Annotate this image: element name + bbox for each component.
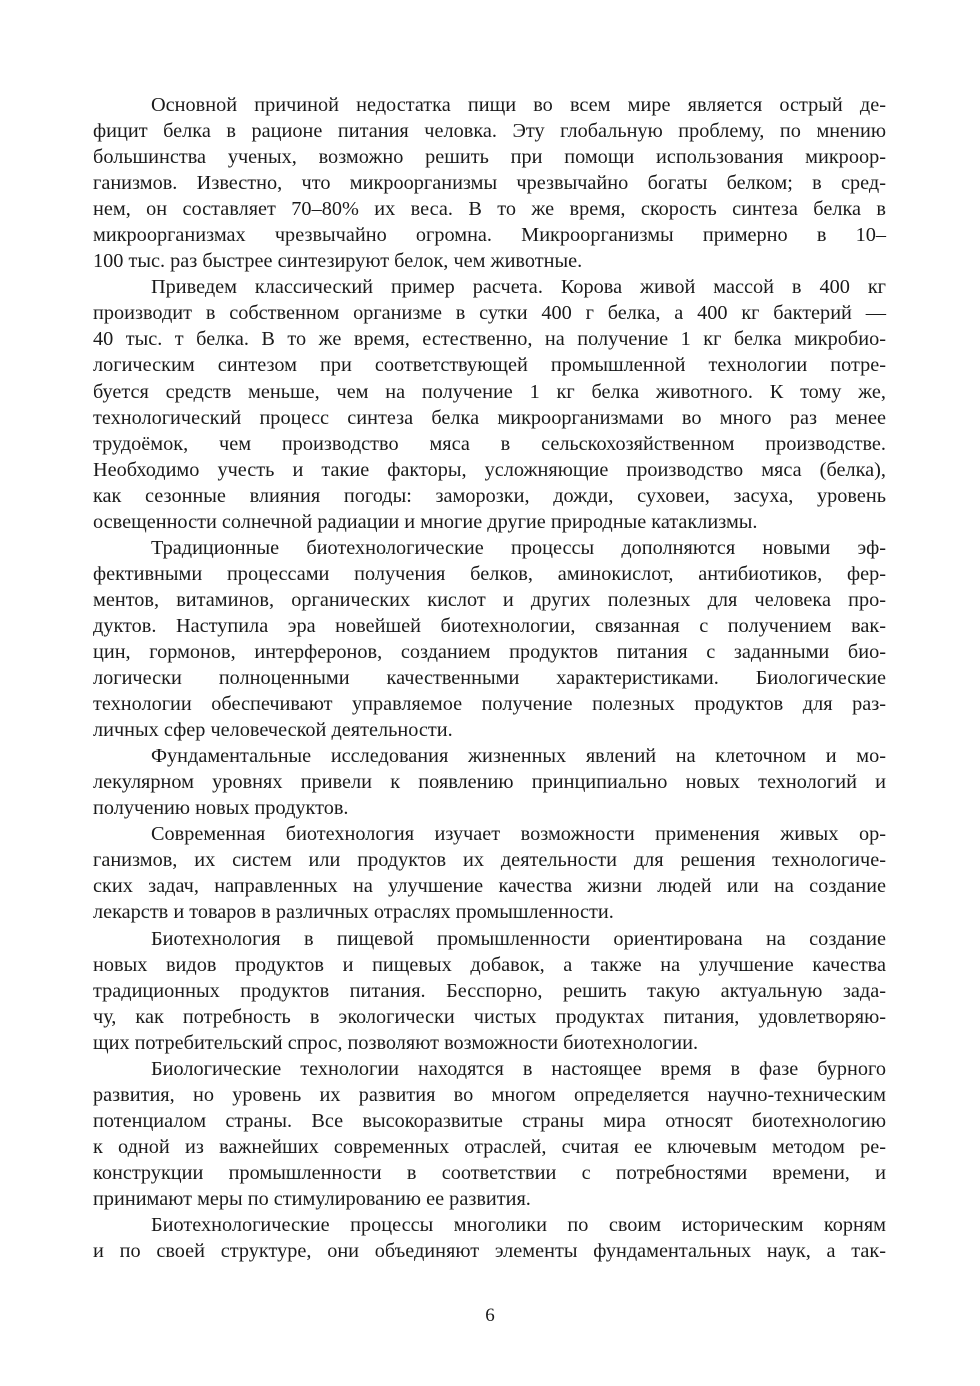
text-line: Биотехнология в пищевой промышленности ориентирована на создание bbox=[151, 927, 886, 950]
text-line: личных сфер человеческой деятельности. bbox=[93, 719, 453, 742]
paragraph-8 bbox=[93, 1212, 886, 1264]
text-line: ских задач, направленных на улучшение качества жизни людей или на создание bbox=[93, 875, 886, 898]
text-line: большинства ученых, возможно решить при помощи использования микроор- bbox=[93, 146, 886, 169]
text-line: Приведем классический пример расчета. Корова живой массой в 400 кг bbox=[151, 276, 886, 299]
text-line: щих потребительский спрос, позволяют возможности биотехнологии. bbox=[93, 1031, 699, 1054]
text-line: освещенности солнечной радиации и многие другие природные катаклизмы. bbox=[93, 510, 758, 533]
text-line: дуктов. Наступила эра новейшей биотехнологии, связанная с получением вак- bbox=[93, 614, 886, 637]
text-line: фективными процессами получения белков, аминокислот, антибиотиков, фер- bbox=[93, 562, 886, 585]
paragraph-7 bbox=[93, 1056, 886, 1212]
text-line: лекарств и товаров в различных отраслях промышленности. bbox=[93, 901, 614, 924]
text-line: буется средств меньше, чем на получение 1 кг белка животного. К тому же, bbox=[93, 380, 886, 403]
text-line: ганизмов. Известно, что микроорганизмы чрезвычайно богаты белком; в сред- bbox=[93, 172, 886, 195]
text-line: нем, он составляет 70–80% их веса. В то же время, скорость синтеза белка в bbox=[93, 198, 886, 221]
text-line: ганизмов, их систем или продуктов их деятельности для решения технологиче- bbox=[93, 849, 886, 872]
text-line: Традиционные биотехнологические процессы дополняются новыми эф- bbox=[151, 536, 886, 559]
paragraph-6 bbox=[93, 926, 886, 1056]
text-line: новых видов продуктов и пищевых добавок, а также на улучшение качества bbox=[93, 953, 886, 976]
text-line: Необходимо учесть и такие факторы, усложняющие производство мяса (белка), bbox=[93, 458, 886, 481]
text-line: принимают меры по стимулированию ее развития. bbox=[93, 1187, 531, 1210]
page-number: 6 bbox=[485, 1305, 495, 1326]
text-line: Фундаментальные исследования жизненных явлений на клеточном и мо- bbox=[151, 745, 886, 768]
text-line: технологический процесс синтеза белка микроорганизмами во много раз менее bbox=[93, 406, 886, 429]
paragraph-1 bbox=[93, 92, 886, 274]
text-line: к одной из важнейших современных отраслей, считая ее ключевым методом ре- bbox=[93, 1135, 886, 1158]
text-line: цин, гормонов, интерферонов, созданием продуктов питания с заданными био- bbox=[93, 640, 886, 663]
text-line: Биотехнологические процессы многолики по своим историческим корням bbox=[151, 1214, 886, 1237]
text-line: трудоёмок, чем производство мяса в сельскохозяйственном производстве. bbox=[93, 432, 886, 455]
text-line: получению новых продуктов. bbox=[93, 797, 349, 820]
text-line: технологии обеспечивают управляемое получение полезных продуктов для раз- bbox=[93, 693, 886, 716]
text-line: конструкции промышленности в соответствии с потребностями времени, и bbox=[93, 1161, 886, 1184]
text-line: 100 тыс. раз быстрее синтезируют белок, чем животные. bbox=[93, 250, 583, 273]
text-line: чу, как потребность в экологически чистых продуктах питания, удовлетворяю- bbox=[93, 1005, 886, 1028]
text-line: как сезонные влияния погоды: заморозки, дожди, суховеи, засуха, уровень bbox=[93, 484, 886, 507]
body-text bbox=[93, 92, 886, 1264]
text-line: ментов, витаминов, органических кислот и других полезных для человека про- bbox=[93, 588, 886, 611]
text-line: логически полноценными качественными характеристиками. Биологические bbox=[93, 667, 886, 690]
text-line: лекулярном уровнях привели к появлению принципиально новых технологий и bbox=[93, 771, 886, 794]
text-line: 40 тыс. т белка. В то же время, естественно, на получение 1 кг белка микробио- bbox=[93, 328, 886, 351]
text-line: Современная биотехнология изучает возможности применения живых ор- bbox=[151, 823, 886, 846]
text-line: развития, но уровень их развития во многом определяется научно-техническим bbox=[93, 1083, 886, 1106]
text-line: логическим синтезом при соответствующей промышленной технологии потре- bbox=[93, 354, 886, 377]
text-line: потенциалом страны. Все высокоразвитые страны мира относят биотехнологию bbox=[93, 1109, 886, 1132]
text-line: Биологические технологии находятся в настоящее время в фазе бурного bbox=[151, 1057, 886, 1080]
text-line: фицит белка в рационе питания человка. Эту глобальную проблему, по мнению bbox=[93, 120, 886, 143]
paragraph-3 bbox=[93, 535, 886, 743]
text-line: микроорганизмах чрезвычайно огромна. Микроорганизмы примерно в 10– bbox=[93, 224, 886, 247]
text-line: и по своей структуре, они объединяют элементы фундаментальных наук, а так- bbox=[93, 1240, 886, 1263]
text-line: производит в собственном организме в сутки 400 г белка, а 400 кг бактерий — bbox=[93, 302, 886, 325]
text-line: Основной причиной недостатка пищи во всем мире является острый де- bbox=[151, 94, 886, 116]
paragraph-4 bbox=[93, 743, 886, 821]
text-line: традиционных продуктов питания. Бесспорно, решить такую актуальную зада- bbox=[93, 979, 886, 1002]
paragraph-5 bbox=[93, 821, 886, 925]
paragraph-2 bbox=[93, 274, 886, 534]
